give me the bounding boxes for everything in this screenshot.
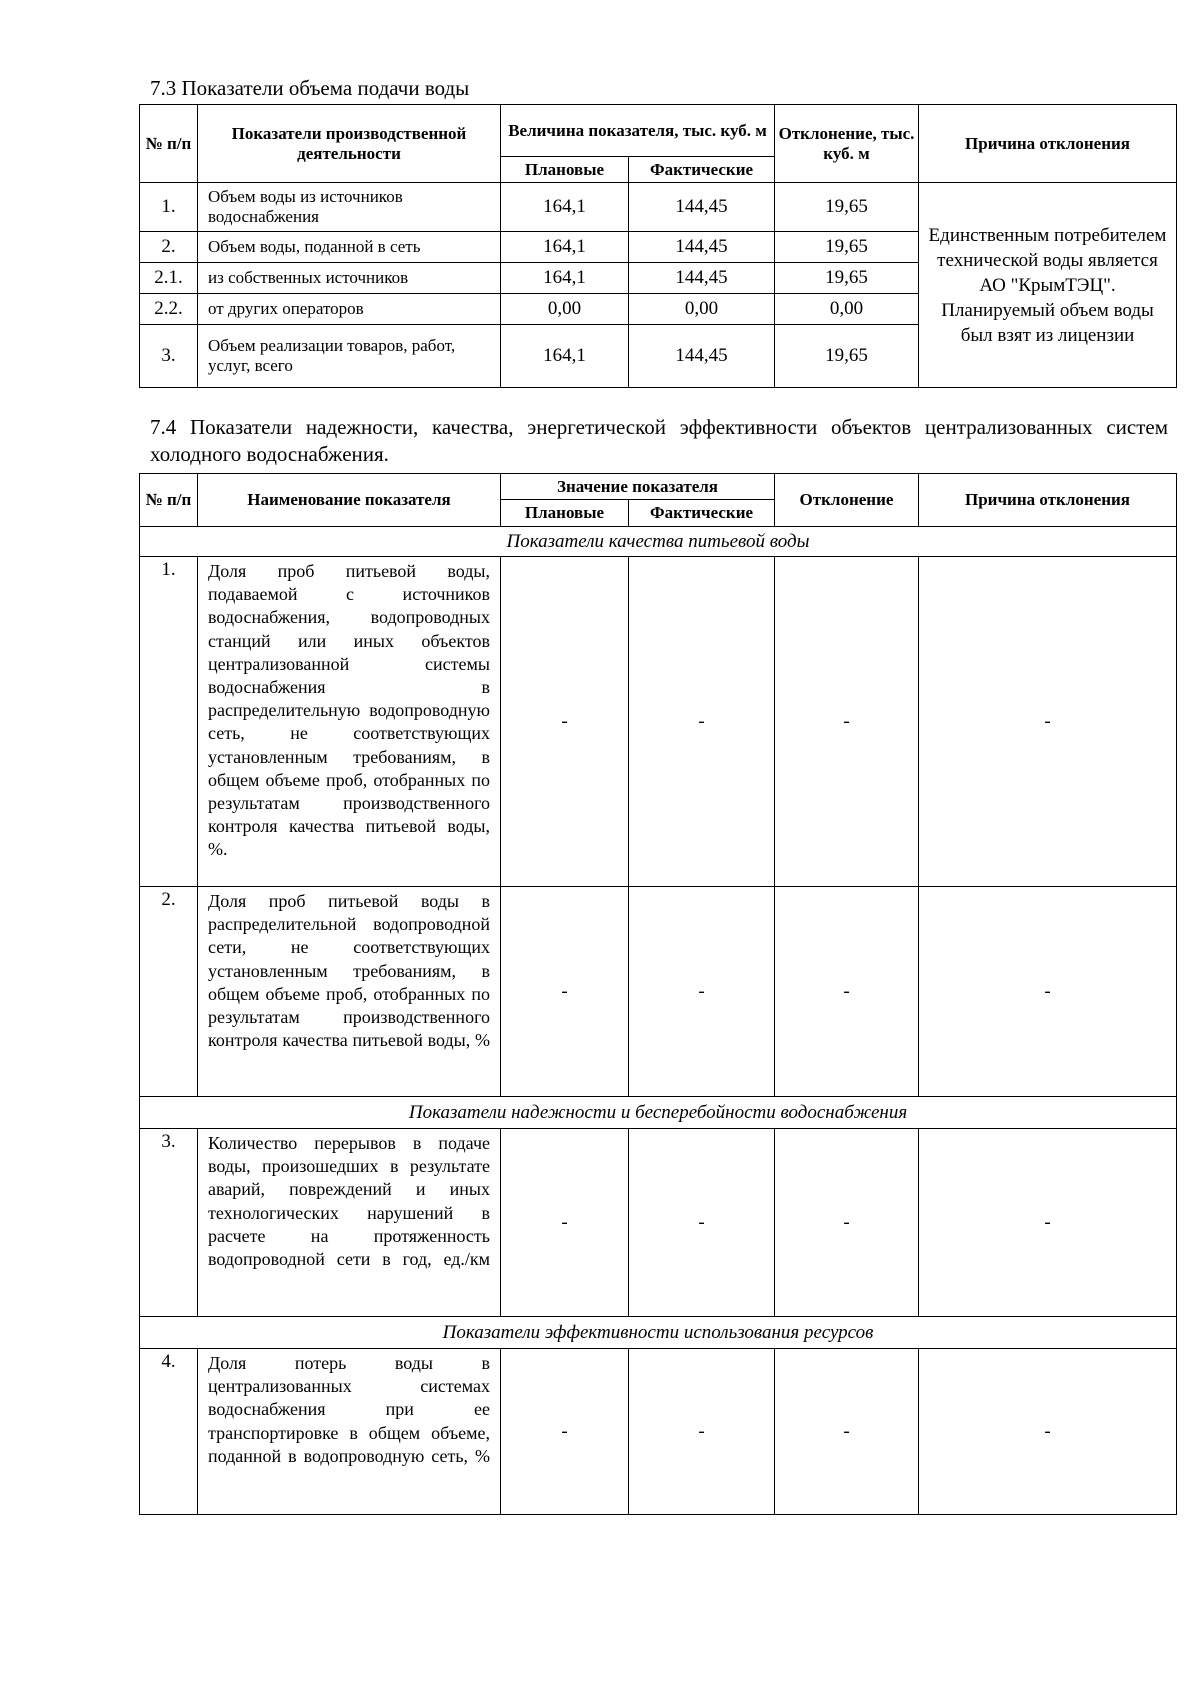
table-row xyxy=(140,1129,1177,1317)
row-num: 3. xyxy=(140,325,198,388)
table-row xyxy=(140,183,1177,232)
row-name: Доля потерь воды в централизованных системах водоснабжения при ее транспортировке в общем объеме, поданной в водопроводную сеть, % xyxy=(198,1349,501,1515)
row-name: Количество перерывов в подаче воды, произошедших в результате аварий, повреждений и иных технологических нарушений в расчете на протяженность водопроводной сети в год, ед./км xyxy=(198,1129,501,1317)
row-actual: 144,45 xyxy=(629,325,775,388)
category-efficiency: Показатели эффективности использования ресурсов xyxy=(140,1317,1177,1349)
table-row xyxy=(140,887,1177,1097)
table-row xyxy=(140,1349,1177,1515)
row-actual: 144,45 xyxy=(629,183,775,232)
row-deviation: 19,65 xyxy=(775,263,919,294)
row-deviation: 0,00 xyxy=(775,294,919,325)
section-7-3-title: 7.3 Показатели объема подачи воды xyxy=(150,76,470,100)
row-name: Объем реализации товаров, работ, услуг, всего xyxy=(198,325,501,388)
header-deviation: Отклонение xyxy=(775,474,919,527)
row-actual: - xyxy=(629,887,775,1097)
row-actual: - xyxy=(629,1349,775,1515)
header-actual: Фактические xyxy=(629,157,775,183)
header-num: № п/п xyxy=(140,474,198,527)
row-reason: - xyxy=(919,887,1177,1097)
header-deviation: Отклонение, тыс. куб. м xyxy=(775,105,919,183)
row-name: Объем воды, поданной в сеть xyxy=(198,232,501,263)
category-reliability: Показатели надежности и бесперебойности водоснабжения xyxy=(140,1097,1177,1129)
reliability-quality-table xyxy=(139,473,1177,1515)
row-planned: 0,00 xyxy=(501,294,629,325)
row-reason: - xyxy=(919,557,1177,887)
row-deviation: 19,65 xyxy=(775,183,919,232)
row-planned: 164,1 xyxy=(501,232,629,263)
row-planned: 164,1 xyxy=(501,263,629,294)
row-num: 2.2. xyxy=(140,294,198,325)
category-quality: Показатели качества питьевой воды xyxy=(140,527,1177,557)
row-deviation: - xyxy=(775,887,919,1097)
row-num: 3. xyxy=(140,1129,198,1317)
row-name: из собственных источников xyxy=(198,263,501,294)
row-deviation: 19,65 xyxy=(775,232,919,263)
header-reason: Причина отклонения xyxy=(919,474,1177,527)
water-supply-volume-table xyxy=(139,104,1177,388)
header-planned: Плановые xyxy=(501,157,629,183)
row-actual: 144,45 xyxy=(629,232,775,263)
header-name: Наименование показателя xyxy=(198,474,501,527)
row-name: Доля проб питьевой воды в распределительной водопроводной сети, не соответствующих установленным требованиям, в общем объеме проб, отобранных по результатам производственного контроля качества питьевой воды, % xyxy=(198,887,501,1097)
header-value-group: Величина показателя, тыс. куб. м xyxy=(501,105,775,157)
row-planned: - xyxy=(501,1129,629,1317)
header-value-group: Значение показателя xyxy=(501,474,775,500)
row-planned: 164,1 xyxy=(501,183,629,232)
row-num: 1. xyxy=(140,557,198,887)
row-num: 1. xyxy=(140,183,198,232)
row-name: от других операторов xyxy=(198,294,501,325)
row-name: Доля проб питьевой воды, подаваемой с источников водоснабжения, водопроводных станций или иных объектов централизованной системы водоснабжения в распределительную водопроводную сеть, не соответствующих установленным требованиям, в общем объеме проб, отобранных по результатам производственного контроля качества питьевой воды, %. xyxy=(198,557,501,887)
header-indicator: Показатели производственной деятельности xyxy=(198,105,501,183)
row-actual: 144,45 xyxy=(629,263,775,294)
deviation-reason: Единственным потребителем технической воды является АО "КрымТЭЦ". Планируемый объем воды был взят из лицензии xyxy=(919,183,1177,388)
section-7-4-title: 7.4 Показатели надежности, качества, энергетической эффективности объектов централизованных систем холодного водоснабжения. xyxy=(150,415,1168,466)
row-num: 2. xyxy=(140,232,198,263)
row-name: Объем воды из источников водоснабжения xyxy=(198,183,501,232)
row-planned: - xyxy=(501,887,629,1097)
row-num: 2. xyxy=(140,887,198,1097)
header-planned: Плановые xyxy=(501,500,629,527)
row-reason: - xyxy=(919,1129,1177,1317)
row-planned: - xyxy=(501,1349,629,1515)
row-planned: - xyxy=(501,557,629,887)
row-actual: 0,00 xyxy=(629,294,775,325)
row-num: 2.1. xyxy=(140,263,198,294)
header-actual: Фактические xyxy=(629,500,775,527)
row-reason: - xyxy=(919,1349,1177,1515)
row-actual: - xyxy=(629,557,775,887)
row-deviation: 19,65 xyxy=(775,325,919,388)
header-num: № п/п xyxy=(140,105,198,183)
table-row xyxy=(140,557,1177,887)
row-actual: - xyxy=(629,1129,775,1317)
row-deviation: - xyxy=(775,1129,919,1317)
row-deviation: - xyxy=(775,557,919,887)
row-num: 4. xyxy=(140,1349,198,1515)
row-deviation: - xyxy=(775,1349,919,1515)
row-planned: 164,1 xyxy=(501,325,629,388)
header-reason: Причина отклонения xyxy=(919,105,1177,183)
